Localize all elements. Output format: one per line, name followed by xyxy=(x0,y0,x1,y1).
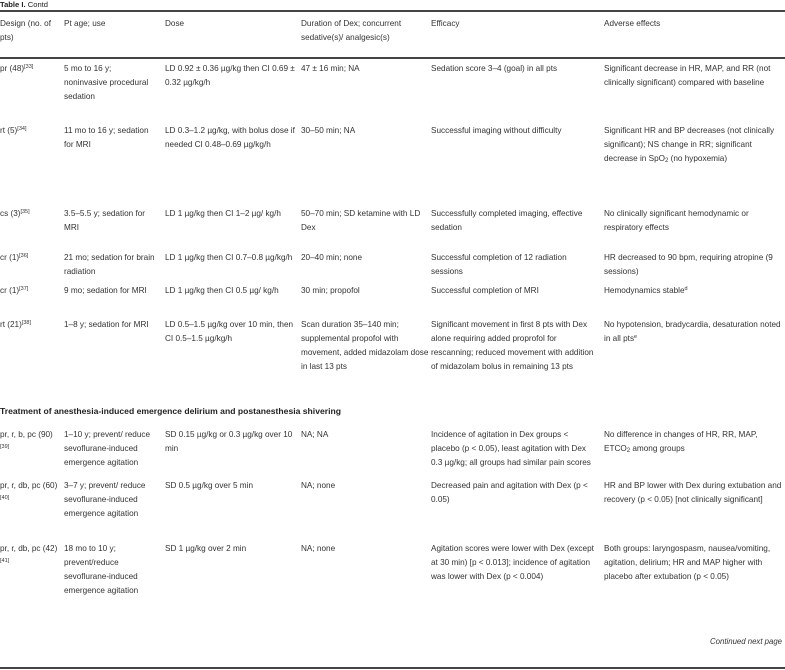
dose-cell: LD 0.92 ± 0.36 µg/kg then CI 0.69 ± 0.32 µg/kg/h xyxy=(165,64,295,87)
dose-cell: LD 1 µg/kg then CI 1–2 µg/ kg/h xyxy=(165,209,281,218)
efficacy-cell: Successful completion of MRI xyxy=(431,286,539,295)
adverse-cell: Both groups: laryngospasm, nausea/vomiting, agitation, delirium; HR and MAP higher with placebo after extubation (p < 0.05) xyxy=(604,544,771,581)
table-caption xyxy=(0,0,48,10)
dose-cell: LD 1 µg/kg then CI 0.7–0.8 µg/kg/h xyxy=(165,253,293,262)
header-efficacy: Efficacy xyxy=(431,19,460,28)
efficacy-cell: Decreased pain and agitation with Dex (p < 0.05) xyxy=(431,481,588,504)
design-cell: cr (1)[37] xyxy=(0,286,29,295)
efficacy-cell: Incidence of agitation in Dex groups < placebo (p < 0.05), least agitation with Dex 0.3 µg/kg; all groups had similar pain scores xyxy=(431,430,591,467)
footnote-marker: e xyxy=(634,334,638,340)
duration-cell: Scan duration 35–140 min; supplemental propofol with movement, added midazolam dose in last 13 pts xyxy=(301,320,429,371)
header-design: Design (no. of pts) xyxy=(0,19,51,42)
continued-note: Continued next page xyxy=(710,637,782,646)
table-label: Table I. xyxy=(0,0,26,9)
header-rule xyxy=(0,57,785,59)
efficacy-cell: Significant movement in first 8 pts with Dex alone requiring added proprofol for rescanning; reduced movement with addition of midazolam bolus in remaining 13 pts xyxy=(431,320,594,371)
adverse-cell: HR and BP lower with Dex during extubation and recovery (p < 0.05) [not clinically significant] xyxy=(604,481,782,504)
adverse-cell: No hypotension, bradycardia, desaturation noted in all pts$^e$ xyxy=(604,320,781,343)
age-use-cell: 21 mo; sedation for brain radiation xyxy=(64,253,155,276)
efficacy-cell: Successfully completed imaging, effective sedation xyxy=(431,209,583,232)
footnote-marker: d xyxy=(684,286,688,292)
section-heading: Treatment of anesthesia-induced emergence delirium and postanesthesia shivering xyxy=(0,406,341,416)
dose-cell: SD 1 µg/kg over 2 min xyxy=(165,544,247,553)
adverse-cell: HR decreased to 90 bpm, requiring atropine (9 sessions) xyxy=(604,253,773,276)
header-duration: Duration of Dex; concurrent sedative(s)/ analgesic(s) xyxy=(301,19,402,42)
adverse-cell: No clinically significant hemodynamic or respiratory effects xyxy=(604,209,749,232)
design-cell: pr (48)[33] xyxy=(0,64,34,73)
reference: [38] xyxy=(21,320,32,326)
age-use-cell: 1–10 y; prevent/ reduce sevoflurane-induced emergence agitation xyxy=(64,430,151,467)
bottom-rule xyxy=(0,667,785,669)
efficacy-cell: Successful imaging without difficulty xyxy=(431,126,562,135)
dose-cell: LD 1 µg/kg then CI 0.5 µg/ kg/h xyxy=(165,286,279,295)
duration-cell: NA; none xyxy=(301,481,336,490)
age-use-cell: 3.5–5.5 y; sedation for MRI xyxy=(64,209,146,232)
duration-cell: NA; none xyxy=(301,544,336,553)
age-use-cell: 9 mo; sedation for MRI xyxy=(64,286,147,295)
reference: [34] xyxy=(17,126,27,132)
reference: [33] xyxy=(24,64,34,70)
header-dose: Dose xyxy=(165,19,185,28)
efficacy-cell: Agitation scores were lower with Dex (except at 30 min) [p < 0.013]; incidence of agitation was lower with Dex (p < 0.004) xyxy=(431,544,594,581)
age-use-cell: 11 mo to 16 y; sedation for MRI xyxy=(64,126,149,149)
design-cell: pr, r, db, pc (60)[40] xyxy=(0,481,58,501)
dose-cell: LD 0.3–1.2 µg/kg, with bolus dose if needed CI 0.48–0.69 µg/kg/h xyxy=(165,126,295,149)
header-adverse-effects: Adverse effects xyxy=(604,19,661,28)
duration-cell: 30–50 min; NA xyxy=(301,126,356,135)
adverse-cell: Significant HR and BP decreases (not clinically significant); NS change in RR; significant decrease in SpO$_2$ (no hypoxemia) xyxy=(604,126,775,164)
age-use-cell: 18 mo to 10 y; prevent/reduce sevoflurane-induced emergence agitation xyxy=(64,544,139,595)
design-cell: rt (5)[34] xyxy=(0,126,27,135)
design-cell: pr, r, db, pc (42)[41] xyxy=(0,544,58,564)
design-cell: cs (3)[35] xyxy=(0,209,30,218)
duration-cell: NA; NA xyxy=(301,430,329,439)
reference: [35] xyxy=(20,209,30,215)
adverse-cell: Significant decrease in HR, MAP, and RR (not clinically significant) compared with baseline xyxy=(604,64,771,87)
reference: [39] xyxy=(0,444,10,450)
dose-cell: LD 0.5–1.5 µg/kg over 10 min, then CI 0.5–1.5 µg/kg/h xyxy=(165,320,294,343)
duration-cell: 47 ± 16 min; NA xyxy=(301,64,360,73)
duration-cell: 50–70 min; SD ketamine with LD Dex xyxy=(301,209,421,232)
efficacy-cell: Sedation score 3–4 (goal) in all pts xyxy=(431,64,558,73)
duration-cell: 20–40 min; none xyxy=(301,253,362,262)
age-use-cell: 5 mo to 16 y; noninvasive procedural sedation xyxy=(64,64,149,101)
duration-cell: 30 min; propofol xyxy=(301,286,360,295)
efficacy-cell: Successful completion of 12 radiation sessions xyxy=(431,253,567,276)
adverse-cell: No difference in changes of HR, RR, MAP, $ETCO_2$ among groups xyxy=(604,430,758,454)
top-rule xyxy=(0,10,785,12)
header-age-use: Pt age; use xyxy=(64,19,106,28)
design-cell: rt (21)[38] xyxy=(0,320,32,329)
age-use-cell: 3–7 y; prevent/ reduce sevoflurane-induced emergence agitation xyxy=(64,481,146,518)
reference: [41] xyxy=(0,558,10,564)
age-use-cell: 1–8 y; sedation for MRI xyxy=(64,320,149,329)
design-cell: cr (1)[36] xyxy=(0,253,29,262)
dose-cell: SD 0.5 µg/kg over 5 min xyxy=(165,481,253,490)
reference: [37] xyxy=(19,286,29,292)
dose-cell: SD 0.15 µg/kg or 0.3 µg/kg over 10 min xyxy=(165,430,293,453)
reference: [36] xyxy=(19,253,29,259)
design-cell: pr, r, b, pc (90)[39] xyxy=(0,430,53,450)
table-caption-suffix: Contd xyxy=(27,0,48,9)
adverse-cell: Hemodynamics stable$^d$ xyxy=(604,286,688,295)
reference: [40] xyxy=(0,495,10,501)
